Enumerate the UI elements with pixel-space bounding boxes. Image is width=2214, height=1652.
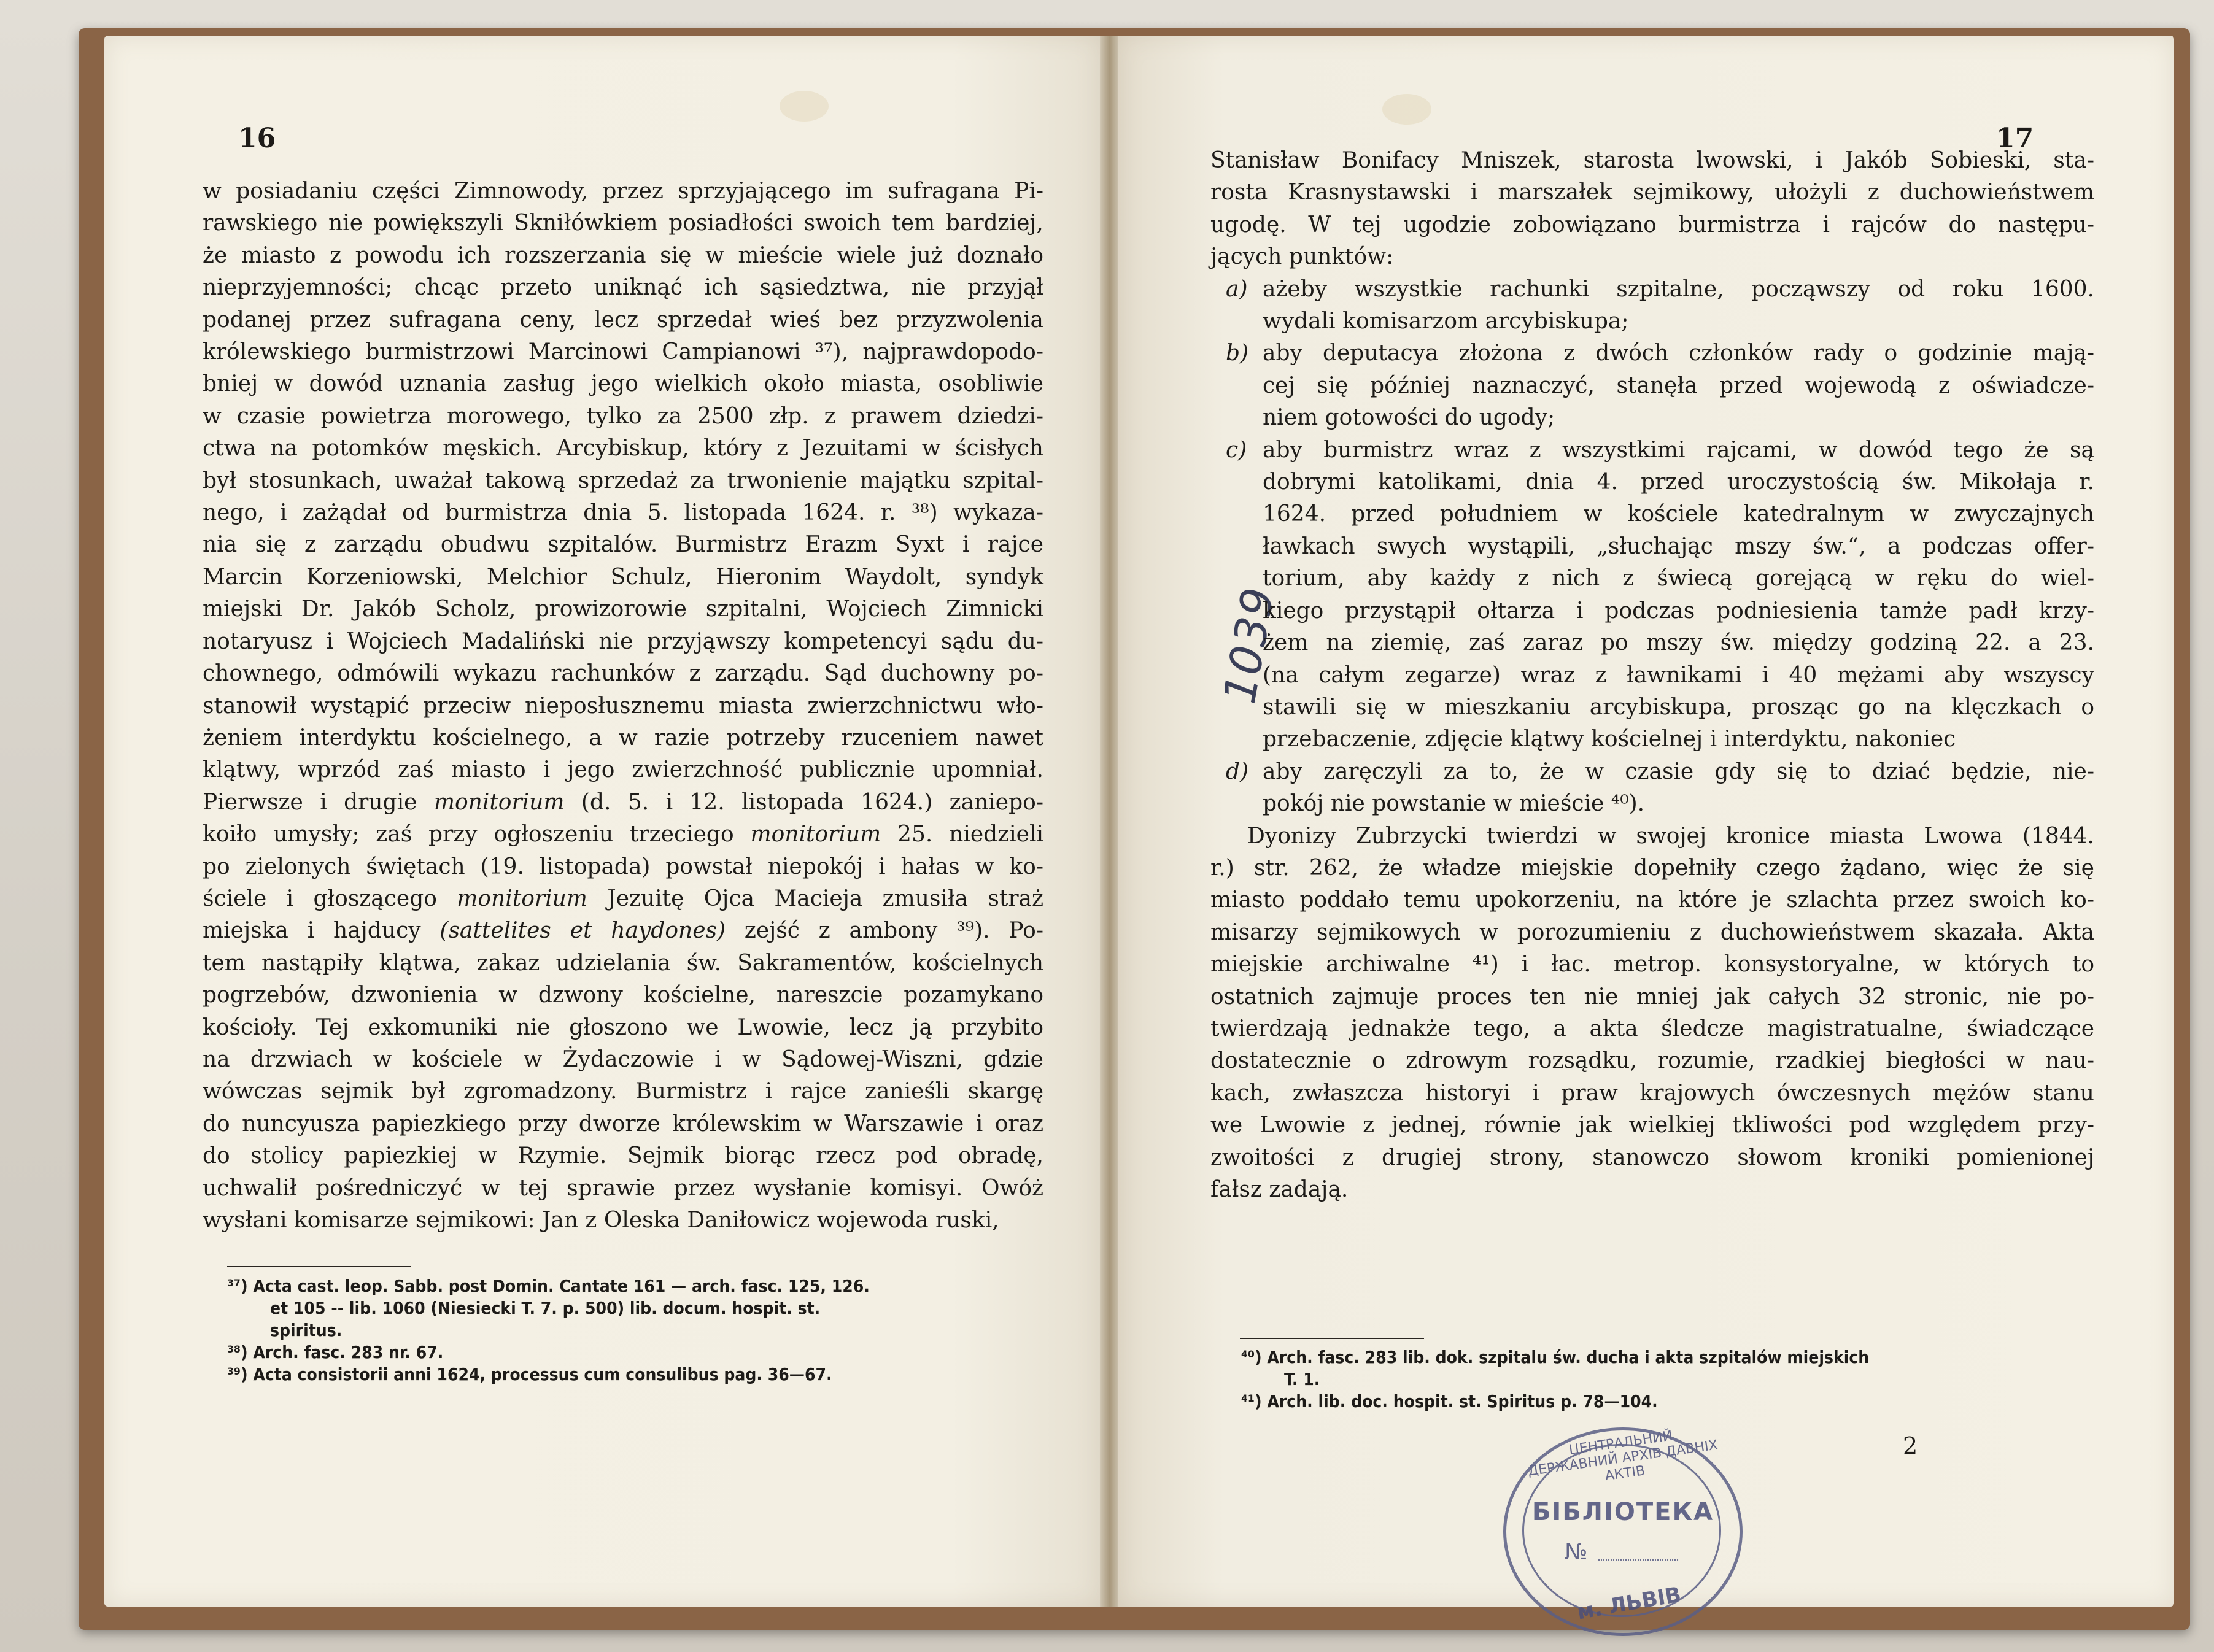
list-item-line: żem na ziemię, zaś zaraz po mszy św. między godziną 22. a 23. [1263,630,2094,656]
footnote [1241,1346,2137,1391]
list-item-line: 1624. przed południem w kościele katedralnym w zwyczajnych [1263,501,2094,527]
text-line: pogrzebów, dzwonienia w dzwony kościelne, nareszcie pozamykano [203,982,1043,1008]
footnote-text: ³⁷) Acta cast. leop. Sabb. post Domin. Cantate 161 — arch. fasc. 125, 126. [227,1276,870,1296]
right-page [1118,36,2174,1625]
footnote [227,1364,1043,1386]
footnote-text: ⁴¹) Arch. lib. doc. hospit. st. Spiritus p. 78—104. [1241,1391,1658,1411]
list-item-line: niem gotowości do ugody; [1263,405,1555,431]
text-line: w posiadaniu części Zimnowody, przez sprzyjającego im sufragana Pi- [203,179,1043,204]
text-line: bniej w dowód uznania zasług jego wielkich około miasta, osobliwie [203,371,1043,397]
footnote-continuation: T. 1. [1284,1369,1320,1389]
text-line: koiło umysły; zaś przy ogłoszeniu trzeciego monitorium 25. niedzieli [203,822,1044,847]
list-item-line: d) aby zaręczyli za to, że w czasie gdy się to dziać będzie, nie- [1210,756,2094,788]
text-line: wówczas sejmik był zgromadzony. Burmistrz i rajce zanieśli skargę [203,1079,1043,1105]
text-line: miasto poddało temu upokorzeniu, na które je szlachta przez swoich ko- [1210,887,2094,913]
text-line: nego, i zażądał od burmistrza dnia 5. listopada 1624. r. ³⁸) wykaza- [203,500,1043,526]
text-line: miejska i hajducy (sattelites et haydones) zejść z ambony ³⁹). Po- [203,918,1043,944]
footnote-rule [1240,1338,1424,1339]
list-item-line: torium, aby każdy z nich z świecą gorejącą w ręku do wiel- [1263,566,2094,592]
stamp-top-text: ЦЕНТРАЛЬНИЙ ДЕРЖАВНИЙ АРХІВ ДАВНІХ АКТІВ [1527,1428,1719,1484]
text-line: kach, zwłaszcza historyi i praw krajowych ówczesnych mężów stanu [1210,1080,2094,1106]
text-line: jących punktów: [1210,244,1394,270]
footnote-continuation: spiritus. [270,1320,343,1340]
text-line: uchwalił pośredniczyć w tej sprawie przez wysłanie komisyi. Owóż [203,1175,1043,1201]
list-marker: c) [1226,437,1247,463]
text-line: był stosunkach, uważał takową sprzedaż za trwonienie majątku szpital- [203,468,1043,493]
footnote-text: ³⁸) Arch. fasc. 283 nr. 67. [227,1342,444,1362]
text-line: na drzwiach w kościele w Żydaczowie i w Sądowej-Wiszni, gdzie [203,1046,1043,1072]
text-line: r.) str. 262, że władze miejskie dopełniły czego żądano, więc że się [1210,855,2094,881]
library-stamp [1503,1427,1743,1636]
list-item-line: wydali komisarzom arcybiskupa; [1263,309,1629,334]
list-item-line: pokój nie powstanie w mieście ⁴⁰). [1263,791,1645,817]
stamp-number-line [1598,1559,1678,1561]
text-line: do nuncyusza papiezkiego przy dworze królewskim w Warszawie i oraz [203,1111,1043,1137]
page-number: 16 [238,123,276,154]
text-line: kościoły. Tej exkomuniki nie głoszono we Lwowie, lecz ją przybito [203,1014,1043,1040]
book-gutter [1100,36,1120,1607]
footnote [1241,1391,2137,1413]
list-item-line: (na całym zegarze) wraz z ławnikami i 40 mężami aby wszyscy [1263,662,2094,688]
list-item-line: c) aby burmistrz wraz z wszystkimi rajcami, w dowód tego że są [1210,434,2094,466]
text-line: królewskiego burmistrzowi Marcinowi Campianowi ³⁷), najprawdopodo- [203,339,1043,365]
text-line: chownego, odmówili wykazu rachunków z zarządu. Sąd duchowny po- [203,661,1043,687]
handwritten-inventory-number: 1039 [1213,582,1285,708]
list-item-line: przebaczenie, zdjęcie klątwy kościelnej i interdyktu, nakoniec [1263,727,1956,752]
stamp-number-label: № [1565,1540,1588,1565]
text-line: rawskiego nie powiększyli Skniłówkiem posiadłości swoich tem bardziej, [203,210,1043,236]
text-line: nieprzyjemności; chcąc przeto uniknąć ich sąsiedztwa, nie przyjął [203,275,1043,301]
footnotes [1241,1346,2137,1413]
text-line: misarzy sejmikowych w porozumieniu z duchowieństwem skazała. Akta [1210,919,2094,945]
left-page [104,36,1102,1607]
body-text [1210,145,2094,1206]
footnote [227,1275,1043,1341]
list-item-line: a) ażeby wszystkie rachunki szpitalne, począwszy od roku 1600. [1210,274,2094,306]
footnote-continuation: et 105 -- lib. 1060 (Niesiecki T. 7. p. 500) lib. docum. hospit. st. [270,1298,821,1318]
text-line: klątwy, wprzód zaś miasto i jego zwierzchność publicznie upomniał. [203,757,1043,783]
list-item-line: stawili się w mieszkaniu arcybiskupa, prosząc go na klęczkach o [1263,694,2094,720]
stamp-bottom-text: м. ЛЬВІВ [1575,1582,1683,1625]
text-line: twierdzają jednakże tego, a akta śledcze magistratualne, świadczące [1210,1016,2094,1041]
text-line: Dyonizy Zubrzycki twierdzi w swojej kronice miasta Lwowa (1844. [1247,823,2094,849]
text-line: dostatecznie o zdrowym rozsądku, rozumie, rzadkiej biegłości w nau- [1210,1048,2094,1074]
footnote [227,1341,1043,1364]
footnote-rule [227,1266,411,1267]
text-line: miejskie archiwalne ⁴¹) i łac. metrop. konsystoryalne, w których to [1210,952,2094,978]
text-line: zwoitości z drugiej strony, stanowczo słowom kroniki pomienionej [1210,1144,2094,1170]
footnote-text: ⁴⁰) Arch. fasc. 283 lib. dok. szpitalu św. ducha i akta szpitalów miejskich [1241,1347,1870,1367]
text-line: do stolicy papiezkiej w Rzymie. Sejmik biorąc rzecz pod obradę, [203,1143,1043,1169]
text-line: Stanisław Bonifacy Mniszek, starosta lwowski, i Jakób Sobieski, sta- [1210,148,2094,173]
text-line: nia się z zarządu obudwu szpitalów. Burmistrz Erazm Syxt i rajce [203,532,1043,558]
text-line: ugodę. W tej ugodzie zobowiązano burmistrza i rajców do następu- [1210,212,2094,237]
text-line: ściele i głoszącego monitorium Jezuitę Ojca Macieja zmusiła straż [203,886,1043,911]
text-line: we Lwowie z jednej, równie jak wielkiej tkliwości pod względem przy- [1210,1113,2094,1138]
signature-number: 2 [1903,1432,1918,1459]
text-line: stanowił wystąpić przeciw nieposłusznemu miasta zwierzchnictwu wło- [203,693,1043,719]
list-item-line: b) aby deputacya złożona z dwóch członków rady o godzinie mają- [1210,338,2094,369]
text-line: w czasie powietrza morowego, tylko za 2500 złp. z prawem dziedzi- [203,403,1043,429]
list-item-line: kiego przystąpił ołtarza i podczas podniesienia tamże padł krzy- [1263,598,2094,623]
list-marker: a) [1226,276,1248,302]
list-marker: b) [1226,341,1249,366]
text-line: że miasto z powodu ich rozszerzania się w mieście wiele już doznało [203,242,1043,268]
text-line: tem nastąpiły klątwa, zakaz udzielania św. Sakramentów, kościelnych [203,950,1043,976]
paper-stain [1382,94,1431,125]
text-line: ctwa na potomków męskich. Arcybiskup, który z Jezuitami w ścisłych [203,436,1043,461]
text-line: notaryusz i Wojciech Madaliński nie przyjąwszy kompetencyi sądu du- [203,628,1043,654]
list-item-line: dobrymi katolikami, dnia 4. przed uroczystością św. Mikołaja r. [1263,469,2094,495]
list-item-line: cej się później naznaczyć, stanęła przed wojewodą z oświadcze- [1263,372,2094,398]
page-number: 17 [1996,123,2034,154]
text-line: podanej przez sufragana ceny, lecz sprzedał wieś bez przyzwolenia [203,307,1043,333]
paper-stain [780,91,829,122]
text-line: rosta Krasnystawski i marszałek sejmikowy, ułożyli z duchowieństwem [1210,180,2094,206]
text-line: Pierwsze i drugie monitorium (d. 5. i 12. listopada 1624.) zaniepo- [203,789,1043,815]
text-line: miejski Dr. Jakób Scholz, prowizorowie szpitalni, Wojciech Zimnicki [203,596,1043,622]
list-item-line: ławkach swych wystąpili, „słuchając mszy św.“, a podczas offer- [1263,533,2094,559]
footnotes [227,1275,1043,1386]
footnote-text: ³⁹) Acta consistorii anni 1624, processus cum consulibus pag. 36—67. [227,1364,832,1384]
list-marker: d) [1226,758,1249,784]
body-text [203,176,1043,1237]
text-line: ostatnich zajmuje proces ten nie mniej jak całych 32 stronic, nie po- [1210,984,2094,1009]
text-line: Marcin Korzeniowski, Melchior Schulz, Hieronim Waydolt, syndyk [203,564,1043,590]
text-line: wysłani komisarze sejmikowi: Jan z Oleska Daniłowicz wojewoda ruski, [203,1208,999,1233]
stamp-middle-text: БІБЛІОТЕКА [1531,1498,1714,1526]
text-line: fałsz zadają. [1210,1177,1349,1202]
text-line: żeniem interdyktu kościelnego, a w razie potrzeby rzuceniem nawet [203,725,1043,751]
text-line: po zielonych świętach (19. listopada) powstał niepokój i hałas w ko- [203,854,1043,879]
